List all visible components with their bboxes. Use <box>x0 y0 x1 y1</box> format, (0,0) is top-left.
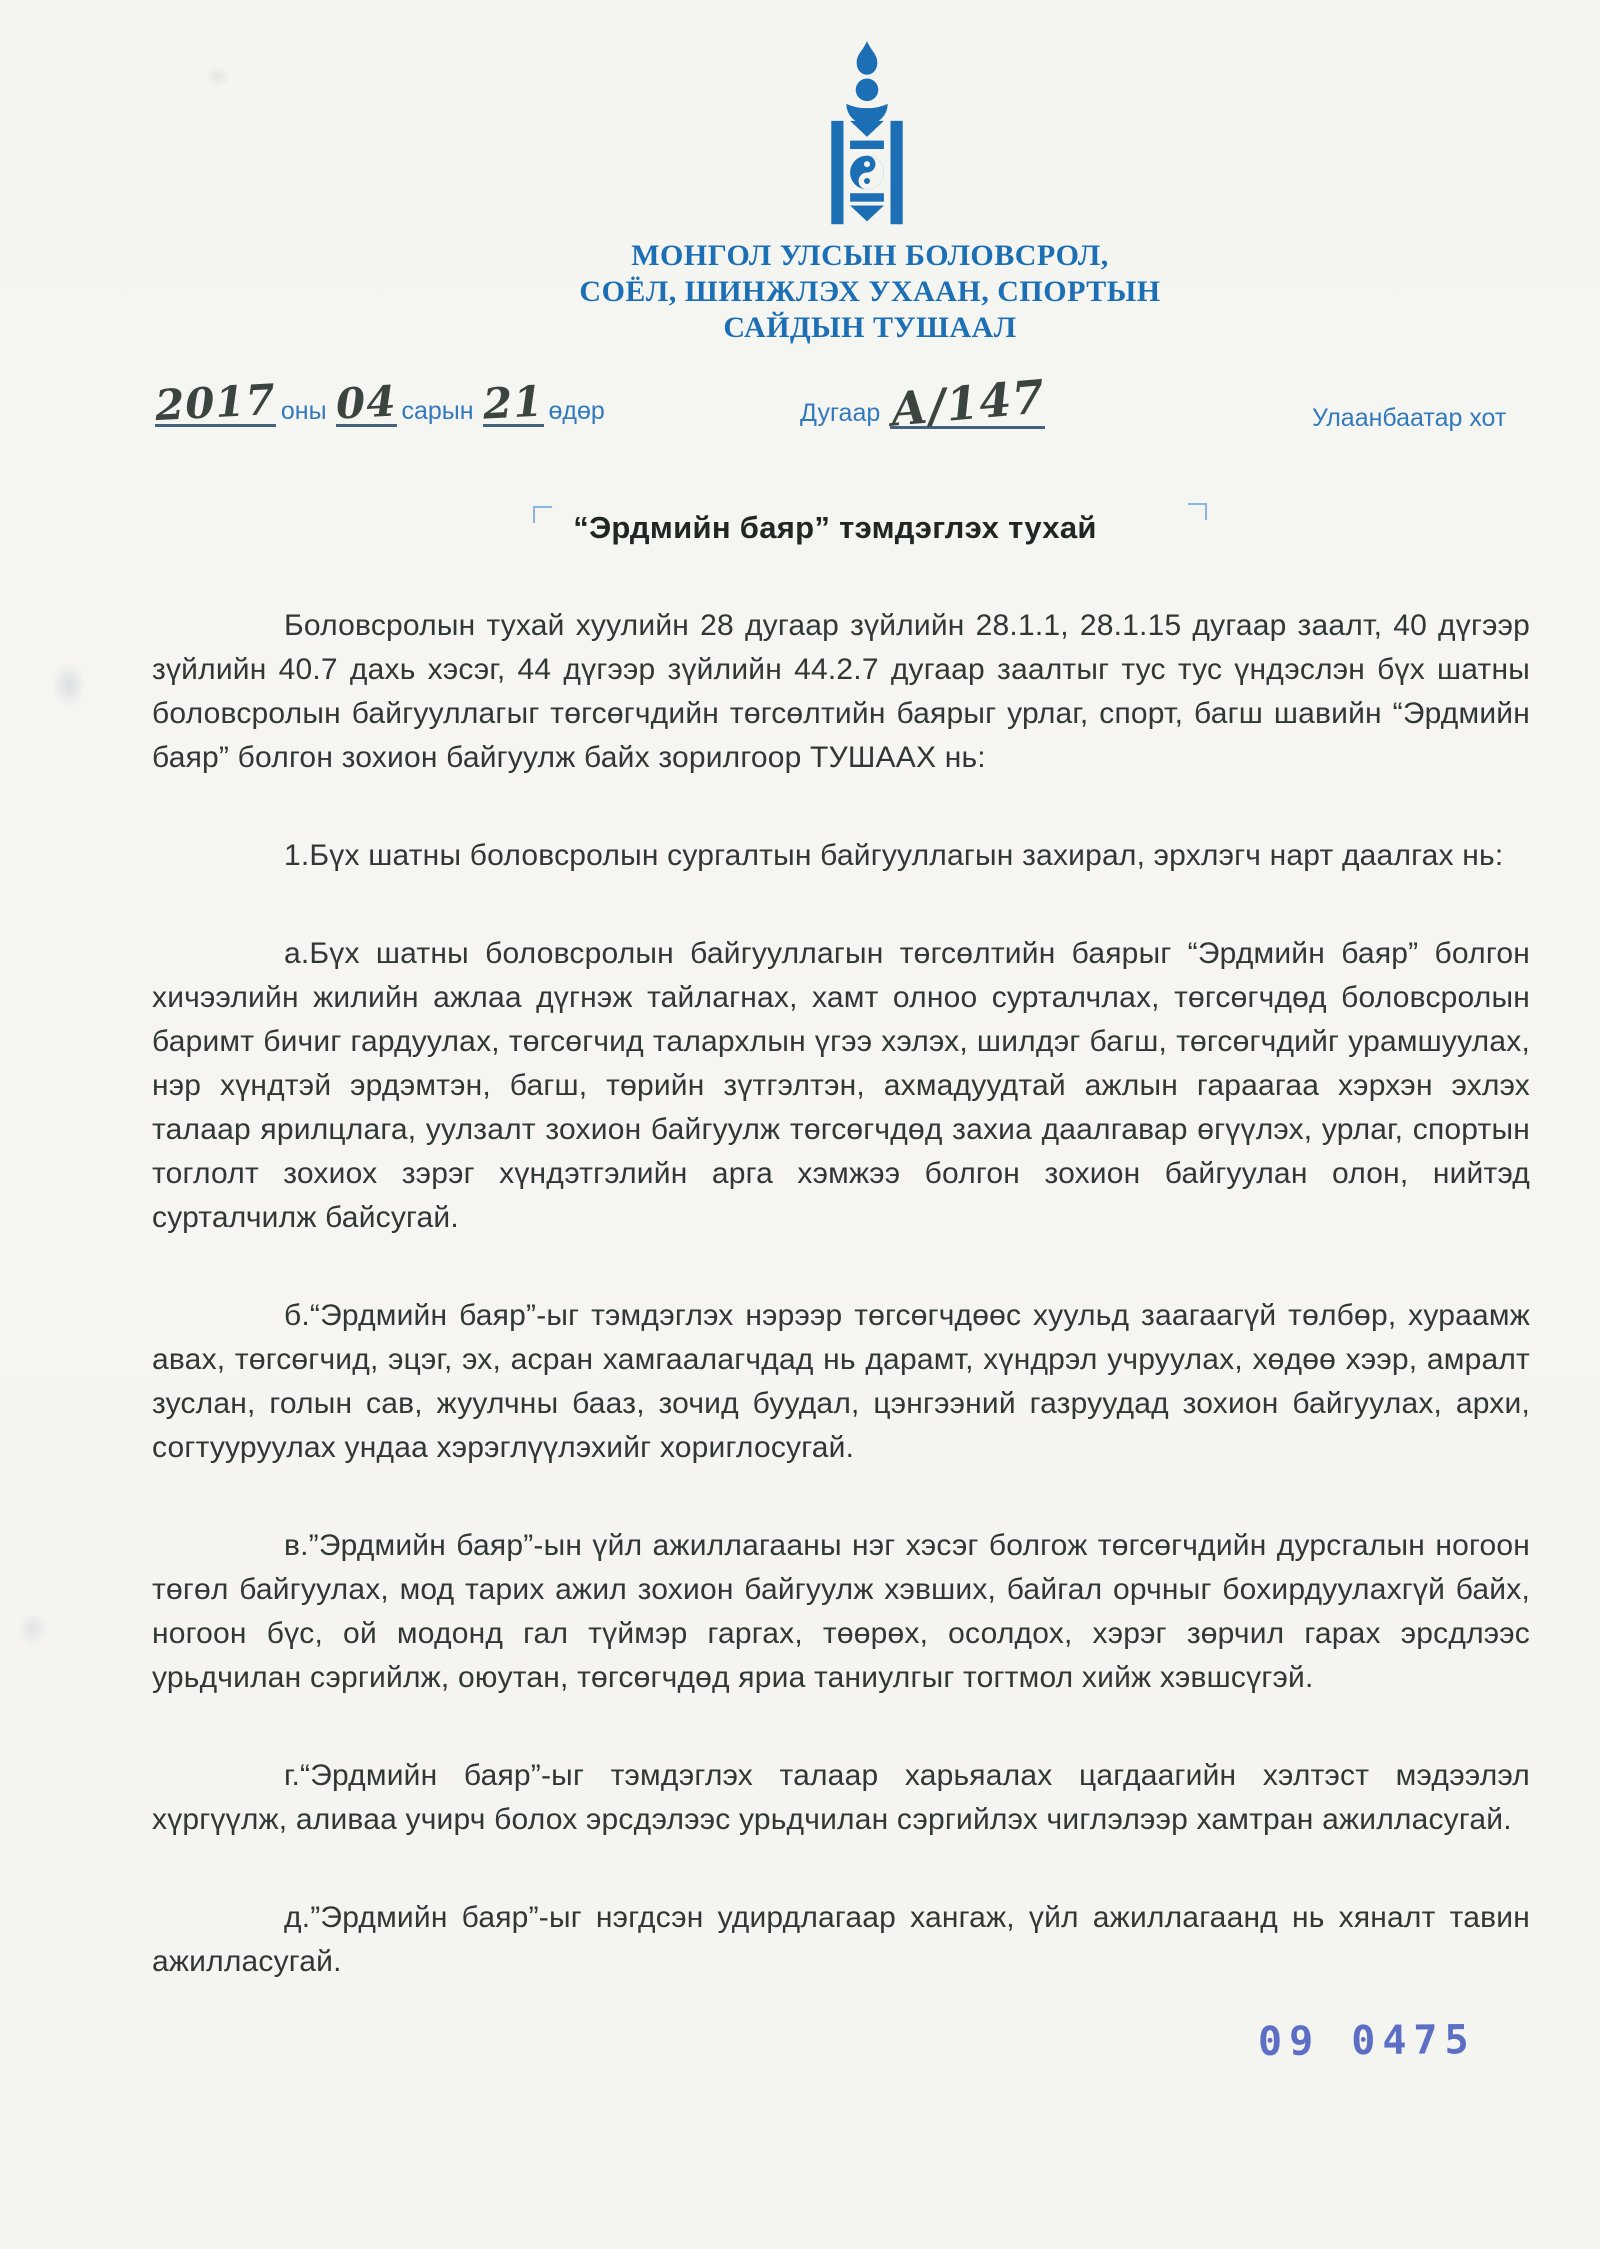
serial-number-stamp: 09 0475 <box>1257 2017 1476 2065</box>
ministry-header-line-3: САЙДЫН ТУШААЛ <box>723 311 1017 344</box>
handwritten-day: 21 <box>481 376 545 429</box>
paragraph-b: б.“Эрдмийн баяр”-ыг тэмдэглэх нэрээр төгсөгчдөөс хуульд заагаагүй төлбөр, хураамж авах, төгсөгчид, эцэг, эх, асран хамгаалагчдад нь дарамт, хүндрэл учруулах, хөдөө хээр, амралт зуслан, голын сав, жуулчны бааз, зочид буудал, цэнгээний газруудад зохион байгуулах, архи, согтууруулах ундаа хэрэглүүлэхийг хориглосугай. <box>152 1299 1530 1464</box>
decree-title: “Эрдмийн баяр” тэмдэглэх тухай <box>573 510 1097 545</box>
handwritten-month: 04 <box>334 376 398 429</box>
number-blank <box>887 369 1048 437</box>
day-blank <box>481 376 545 429</box>
paragraph-g: г.“Эрдмийн баяр”-ыг тэмдэглэх талаар харьяалах цагдаагийн хэлтэст мэдээлэл хүргүүлж, аливаа учирч болох эрсдэлээс урьдчилан сэргийлэх чиглэлээр хамтран ажилласугай. <box>152 1759 1530 1836</box>
day-label: өдөр <box>548 397 605 425</box>
ministry-header-line-2: СОЁЛ, ШИНЖЛЭХ УХААН, СПОРТЫН <box>579 275 1161 308</box>
dateline <box>0 369 1600 458</box>
corner-mark-left <box>533 506 552 523</box>
scan-smudge <box>18 1612 48 1646</box>
year-label: оны <box>280 397 327 425</box>
scan-smudge <box>205 66 231 88</box>
handwritten-year: 2017 <box>153 374 278 431</box>
corner-mark-right <box>1188 503 1207 520</box>
scan-smudge <box>52 662 86 708</box>
number-label: Дугаар <box>800 399 881 427</box>
ministry-header-line-1: МОНГОЛ УЛСЫН БОЛОВСРОЛ, <box>631 239 1109 272</box>
ministry-header <box>579 238 1160 346</box>
paragraph-1: 1.Бүх шатны боловсролын сургалтын байгууллагын захирал, эрхлэгч нарт даалгах нь: <box>284 839 1504 872</box>
paragraph-v: в.”Эрдмийн баяр”-ын үйл ажиллагааны нэг хэсэг болгож төгсөгчдийн дурсгалын ногоон төгөл байгуулах, мод тарих ажил зохион байгуулж хэвших, байгал орчныг бохирдуулахгүй байх, ногоон бүс, ой модонд гал түймэр гаргах, төөрөх, осолдох, хэрэг зөрчил гарах эрсдлээс урьдчилан сэргийлж, оюутан, төгсөгчдөд яриа таниулгыг тогтмол хийж хэвшсүгэй. <box>152 1529 1530 1694</box>
paragraph-a: а.Бүх шатны боловсролын байгууллагын төгсөлтийн баярыг “Эрдмийн баяр” болгон хичээлийн жилийн ажлаа дүгнэж тайлагнах, хамт олноо сурталчлах, төгсөгчдөд боловсролын баримт бичиг гардуулах, төгсөгчид талархлын үгээ хэлэх, шилдэг багш, төгсөгчдийг урамшуулах, нэр хүндтэй эрдэмтэн, багш, төрийн зүтгэлтэн, ахмадуудтай ажлын гараагаа хэрхэн эхлэх талаар ярилцлага, уулзалт зохион байгуулж төгсөгчдөд захиа даалгавар өгүүлэх, урлаг, спортын тоглолт зохиох зэрэг хүндэтгэлийн арга хэмжээ болгон зохион байгуулан олон, нийтэд сурталчилж байсугай. <box>152 937 1530 1234</box>
date-fields <box>150 374 605 431</box>
handwritten-number: А/147 <box>887 369 1048 437</box>
paragraph-preamble: Боловсролын тухай хуулийн 28 дугаар зүйлийн 28.1.1, 28.1.15 дугаар заалт, 40 дүгээр зүйлийн 40.7 дахь хэсэг, 44 дүгээр зүйлийн 44.2.7 дугаар заалтыг тус тус үндэслэн бүх шатны боловсролын байгууллагыг төгсөгчдийн төгсөлтийн баярыг урлаг, спорт, багш шавийн “Эрдмийн баяр” болгон зохион байгуулж байх зорилгоор ТУШААХ нь: <box>152 609 1530 774</box>
year-blank <box>153 374 278 431</box>
city-label: Улаанбаатар хот <box>1312 404 1507 432</box>
month-label: сарын <box>401 397 474 425</box>
month-blank <box>334 376 398 429</box>
soyombo-emblem-icon <box>820 40 914 233</box>
decree-number-field <box>800 369 1050 437</box>
paragraph-d: д.”Эрдмийн баяр”-ыг нэгдсэн удирдлагаар хангаж, үйл ажиллагаанд нь хяналт тавин ажилласугай. <box>152 1901 1530 1978</box>
decree-body <box>152 604 1530 2038</box>
